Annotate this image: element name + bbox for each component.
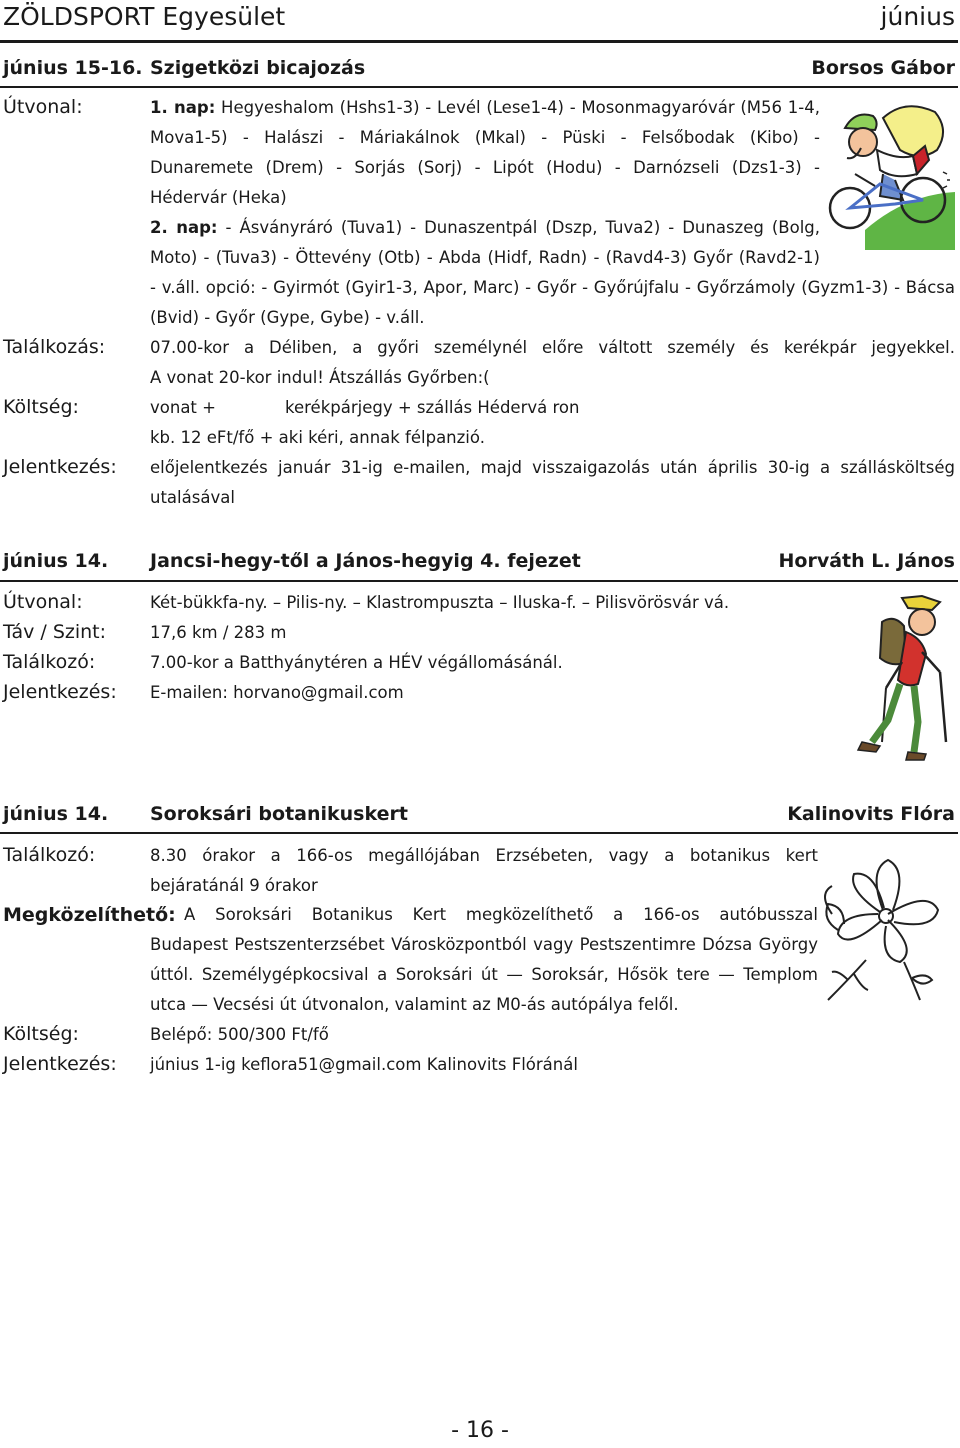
route-option (150, 273, 955, 333)
access-line-1 (184, 900, 818, 930)
meeting-text (150, 333, 955, 393)
day1-line-1: Hegyeshalom (Hshs1-3) - Levél (Lese1-4) - Mosonmagyaróvár (M56 1-4, (215, 98, 820, 117)
route-label: Útvonal: (3, 96, 83, 118)
section-rule (0, 832, 958, 834)
access-line-4: utca — Vecsési út útvonalon, valamint az M0-ás autópálya felől. (150, 995, 679, 1014)
cost-line-1a: vonat + (150, 398, 216, 417)
access-text (150, 930, 818, 1020)
registration-text: E-mailen: horvano@gmail.com (150, 683, 404, 702)
registration-label: Jelentkezés: (3, 681, 117, 703)
access-line-1-text: A Soroksári Botanikus Kert megközelíthető a 166-os autóbusszal (184, 905, 818, 924)
registration-line-2: utalásával (150, 488, 235, 507)
meeting-label: Találkozó: (3, 651, 96, 673)
hiker-icon (822, 592, 957, 762)
day1-line-2: Mova1-5) - Halászi - Máriakálnok (Mkal) - Püski - Felsőbodak (Kibo) - (150, 128, 820, 147)
cost-line-2: kb. 12 eFt/fő + aki kéri, annak félpanzió. (150, 428, 485, 447)
meeting-label: Találkozó: (3, 844, 96, 866)
day1-prefix: 1. nap: (150, 98, 216, 117)
day2-line-2: Moto) - (Tuva3) - Öttevény (Otb) - Abda (Hidf, Radn) - (Ravd4-3) Győr (Ravd2-1) (150, 248, 820, 267)
event-leader: Kalinovits Flóra (787, 803, 955, 825)
meeting-text (150, 841, 818, 901)
event-title: Szigetközi bicajozás (150, 57, 366, 79)
cost-line-1b: kerékpárjegy + szállás Hédervá ron (285, 398, 580, 417)
flower-icon (808, 850, 958, 1020)
access-line-2: Budapest Pestszenterzsébet Városközpontból vagy Pestszentimre Dózsa György (150, 935, 818, 954)
day2-line-3: opció: - Gyirmót (Gyir1-3, Apor, Marc) - Győr - Győrújfalu - Győrzámoly (Gyzm1-3) - Bácsa (199, 278, 956, 297)
access-line-3: úttól. Személygépkocsival a Soroksári út — Soroksár, Hősök tere — Templom (150, 965, 818, 984)
registration-label: Jelentkezés: (3, 456, 117, 478)
cyclist-icon (825, 100, 955, 250)
event-date: június 15-16. (3, 57, 143, 79)
event-date: június 14. (3, 803, 109, 825)
day1-line-4: Hédervár (Heka) (150, 188, 287, 207)
day1-line-3: Dunaremete (Drem) - Sorjás (Sorj) - Lipót (Hodu) - Darnózseli (Dzs1-3) - (150, 158, 820, 177)
event-title: Jancsi-hegy-től a János-hegyig 4. fejezet (150, 550, 581, 572)
registration-text: június 1-ig keflora51@gmail.com Kalinovits Flóránál (150, 1055, 578, 1074)
event-leader: Borsos Gábor (811, 57, 955, 79)
page-number: - 16 - (451, 1418, 509, 1443)
route-text: Két-bükkfa-ny. – Pilis-ny. – Klastrompuszta – Iluska-f. – Pilisvörösvár vá. (150, 593, 730, 612)
cost-label: Költség: (3, 396, 79, 418)
meeting-line-1: 8.30 órakor a 166-os megállójában Erzsébeten, vagy a botanikus kert (150, 846, 818, 865)
meeting-line-1: 07.00-kor a Déliben, a győri személynél előre váltott személy és kerékpár jegyekkel. (150, 338, 955, 357)
meeting-text: 7.00-kor a Batthyánytéren a HÉV végállomásánál. (150, 653, 563, 672)
event-leader: Horváth L. János (778, 550, 955, 572)
event-date: június 14. (3, 550, 109, 572)
meeting-label: Találkozás: (3, 336, 106, 358)
route-day1 (150, 93, 820, 273)
section-rule (0, 580, 958, 582)
document-title: ZÖLDSPORT Egyesület (3, 2, 286, 31)
day2-line-4: (Bvid) - Győr (Gype, Gybe) - v.áll. (150, 308, 425, 327)
registration-text (150, 453, 955, 513)
month-label: június (880, 2, 955, 31)
event-title: Soroksári botanikuskert (150, 803, 408, 825)
registration-label: Jelentkezés: (3, 1053, 117, 1075)
distance-label: Táv / Szint: (3, 621, 107, 643)
meeting-line-2: bejáratánál 9 órakor (150, 876, 318, 895)
meeting-line-2: A vonat 20-kor indul! Átszállás Győrben:( (150, 368, 490, 387)
section-rule (0, 86, 958, 88)
cost-text: Belépő: 500/300 Ft/fő (150, 1025, 329, 1044)
day2-prefix: 2. nap: (150, 218, 218, 237)
distance-text: 17,6 km / 283 m (150, 623, 287, 642)
route-label: Útvonal: (3, 591, 83, 613)
day2-line-3-prefix: - v.áll. (150, 278, 200, 297)
access-label: Megközelíthető: (3, 904, 176, 926)
cost-label: Költség: (3, 1023, 79, 1045)
header-rule (0, 40, 958, 43)
registration-line-1: előjelentkezés január 31-ig e-mailen, majd visszaigazolás után április 30-ig a szállásköltség (150, 458, 955, 477)
day2-line-1: - Ásványráró (Tuva1) - Dunaszentpál (Dszp, Tuva2) - Dunaszeg (Bolg, (217, 218, 820, 237)
